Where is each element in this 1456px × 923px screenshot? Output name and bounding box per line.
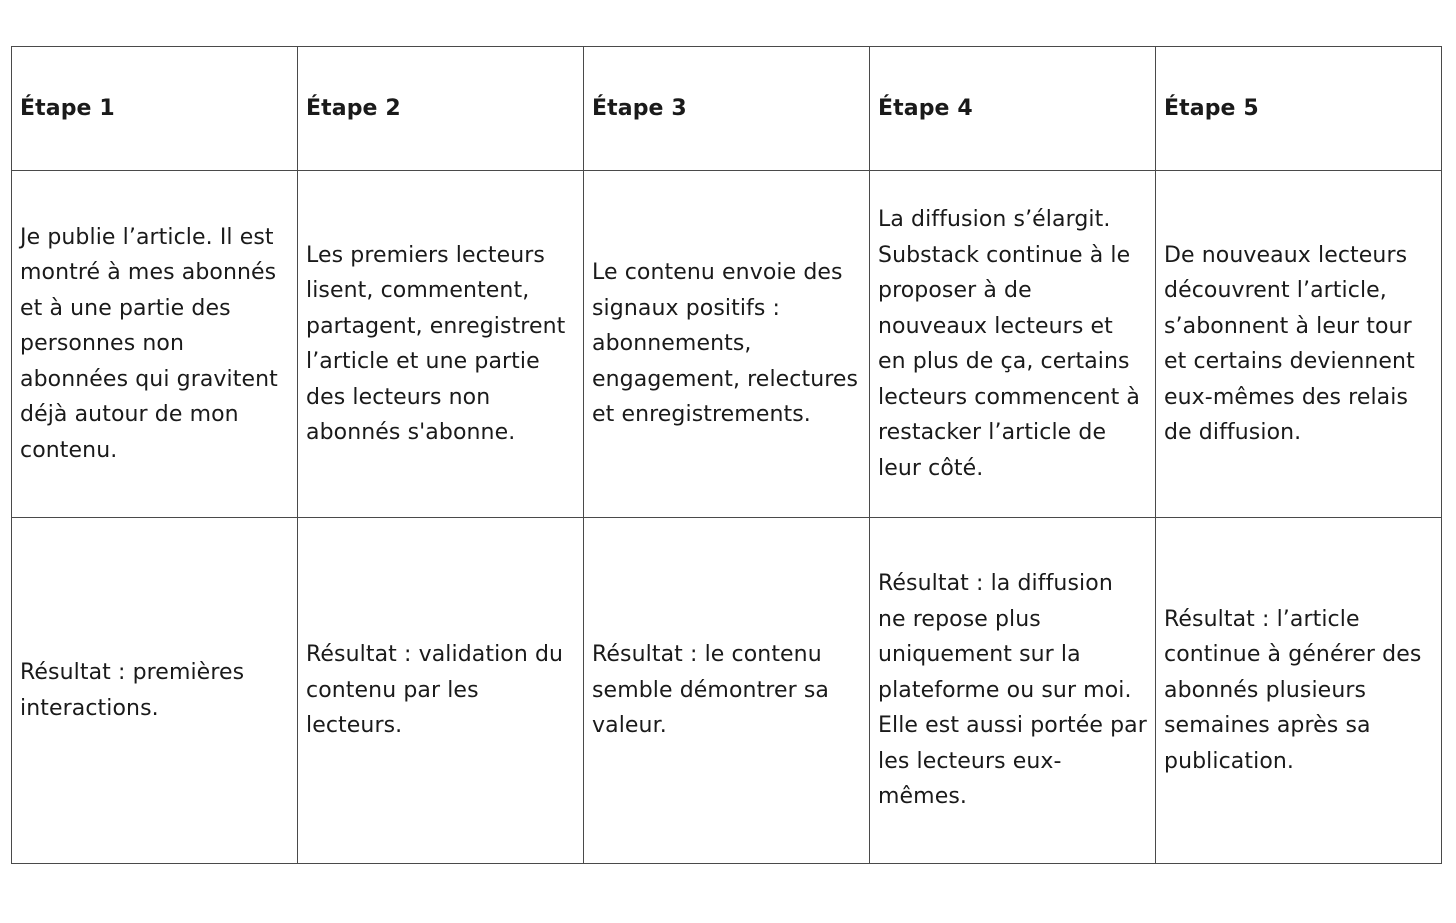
step-3-description: Le contenu envoie des signaux positifs : abonnements, engagement, relectures et enregistrements. (592, 260, 859, 428)
result-cell-step-5 (1156, 518, 1442, 864)
step-1-description: Je publie l’article. Il est montré à mes abonnés et à une partie des personnes non abonnées qui gravitent déjà autour de mon contenu. (20, 224, 278, 463)
description-cell-step-3 (584, 171, 870, 518)
step-3-result: Résultat : le contenu semble démontrer sa valeur. (592, 642, 829, 739)
description-cell-step-1 (12, 171, 298, 518)
step-5-description: De nouveaux lecteurs découvrent l’article, s’abonnent à leur tour et certains deviennent eux-mêmes des relais de diffusion. (1164, 242, 1415, 445)
step-4-result: Résultat : la diffusion ne repose plus uniquement sur la plateforme ou sur moi. Elle est aussi portée par les lecteurs eux-mêmes. (878, 571, 1147, 810)
result-cell-step-4 (870, 518, 1156, 864)
step-2-description: Les premiers lecteurs lisent, commentent, partagent, enregistrent l’article et une partie des lecteurs non abonnés s'abonne. (306, 242, 566, 445)
header-cell-step-2 (298, 47, 584, 171)
result-row (12, 518, 1442, 864)
step-2-title: Étape 2 (306, 95, 401, 121)
description-cell-step-4 (870, 171, 1156, 518)
header-row (12, 47, 1442, 171)
header-cell-step-3 (584, 47, 870, 171)
step-2-result: Résultat : validation du contenu par les lecteurs. (306, 642, 564, 739)
description-cell-step-2 (298, 171, 584, 518)
step-1-title: Étape 1 (20, 95, 115, 121)
result-cell-step-1 (12, 518, 298, 864)
result-cell-step-3 (584, 518, 870, 864)
step-4-title: Étape 4 (878, 95, 973, 121)
description-row (12, 171, 1442, 518)
header-cell-step-4 (870, 47, 1156, 171)
step-5-result: Résultat : l’article continue à générer des abonnés plusieurs semaines après sa publication. (1164, 606, 1422, 774)
description-cell-step-5 (1156, 171, 1442, 518)
result-cell-step-2 (298, 518, 584, 864)
step-4-description: La diffusion s’élargit. Substack continue à le proposer à de nouveaux lecteurs et en plus de ça, certains lecteurs commencent à restacker l’article de leur côté. (878, 207, 1141, 481)
header-cell-step-5 (1156, 47, 1442, 171)
header-cell-step-1 (12, 47, 298, 171)
step-3-title: Étape 3 (592, 95, 687, 121)
steps-table (11, 46, 1442, 864)
step-5-title: Étape 5 (1164, 95, 1259, 121)
step-1-result: Résultat : premières interactions. (20, 660, 245, 721)
